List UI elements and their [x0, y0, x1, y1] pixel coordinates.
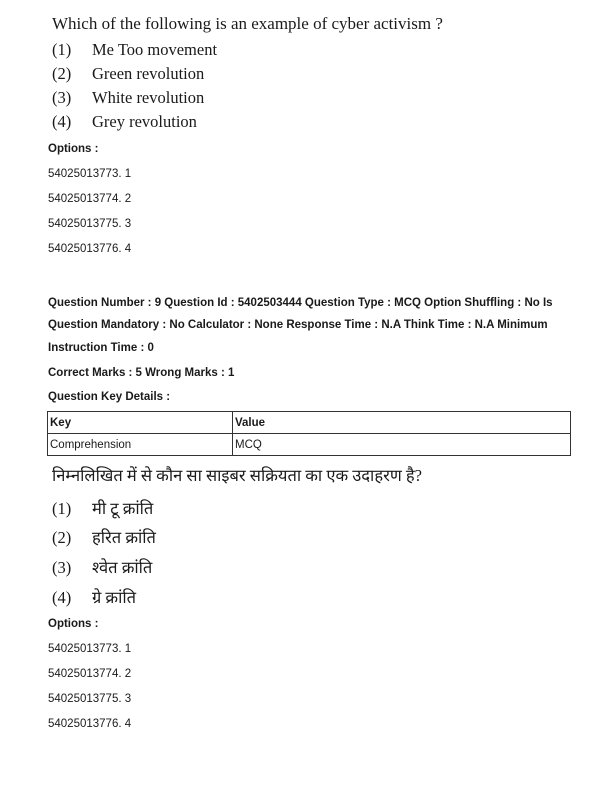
option-number: (1)	[52, 40, 72, 59]
option-label: White revolution	[92, 88, 205, 107]
option-label: Me Too movement	[92, 40, 218, 59]
table-cell-key: Comprehension	[48, 434, 233, 456]
option-number: (3)	[52, 88, 72, 107]
option-number: (2)	[52, 64, 72, 83]
option-number: (4)	[52, 112, 72, 131]
english-question-text: Which of the following is an example of cyber activism ?	[52, 14, 443, 33]
question-meta-line-3: Instruction Time : 0	[48, 342, 154, 354]
table-header-value: Value	[233, 412, 571, 434]
table-header-row	[48, 412, 571, 434]
option-id-7: 54025013775. 3	[48, 693, 132, 705]
question-meta-line-1: Question Number : 9 Question Id : 5402503444 Question Type : MCQ Option Shuffling : No Is	[48, 297, 553, 309]
option-id-3: 54025013775. 3	[48, 218, 132, 230]
hindi-question-text: निम्नलिखित में से कौन सा साइबर सक्रियता का एक उदाहरण है?	[52, 466, 422, 485]
hindi-option-2	[52, 525, 156, 548]
option-label: मी टू क्रांति	[92, 499, 154, 518]
question-key-table	[47, 411, 571, 456]
hindi-option-3	[52, 555, 152, 578]
english-option-1	[52, 40, 217, 60]
question-key-details-heading: Question Key Details :	[48, 391, 171, 403]
option-id-6: 54025013774. 2	[48, 668, 132, 680]
option-label: Green revolution	[92, 64, 205, 83]
option-number: (3)	[52, 558, 72, 577]
options-heading-1: Options :	[48, 143, 99, 155]
option-id-8: 54025013776. 4	[48, 718, 132, 730]
option-number: (1)	[52, 499, 72, 518]
option-id-5: 54025013773. 1	[48, 643, 132, 655]
option-id-1: 54025013773. 1	[48, 168, 132, 180]
english-option-2	[52, 64, 204, 84]
option-id-4: 54025013776. 4	[48, 243, 132, 255]
english-option-3	[52, 88, 204, 108]
options-heading-2: Options :	[48, 618, 99, 630]
option-id-2: 54025013774. 2	[48, 193, 132, 205]
english-option-4	[52, 112, 197, 132]
hindi-option-4	[52, 585, 136, 608]
option-number: (2)	[52, 528, 72, 547]
option-label: हरित क्रांति	[92, 528, 156, 547]
table-row	[48, 434, 571, 456]
question-meta-line-2: Question Mandatory : No Calculator : None Response Time : N.A Think Time : N.A Minimum	[48, 319, 548, 331]
question-marks: Correct Marks : 5 Wrong Marks : 1	[48, 367, 235, 379]
table-cell-value: MCQ	[233, 434, 571, 456]
option-label: ग्रे क्रांति	[92, 588, 137, 607]
hindi-option-1	[52, 496, 153, 519]
option-label: श्वेत क्रांति	[92, 558, 153, 577]
option-number: (4)	[52, 588, 72, 607]
option-label: Grey revolution	[92, 112, 197, 131]
table-header-key: Key	[48, 412, 233, 434]
